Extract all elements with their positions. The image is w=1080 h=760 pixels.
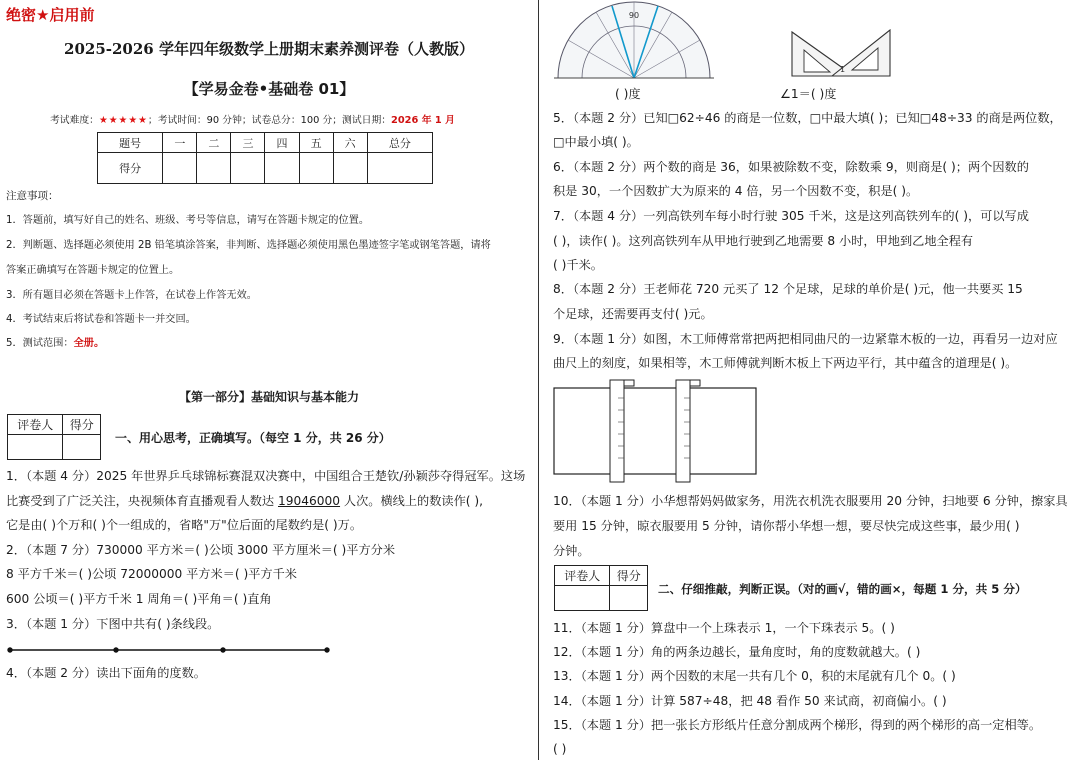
score-header: 题号 [98, 133, 163, 153]
score-header: 六 [333, 133, 367, 153]
protractor-90-label: 90 [628, 11, 640, 20]
scope-label: 5．测试范围： [6, 338, 74, 349]
try-square-left [610, 380, 624, 482]
q7-line1: 7．（本题 4 分）一列高铁列车每小时行驶 305 千米，这是这列高铁列车的( )，可以写成 [553, 209, 1029, 223]
right-column [540, 0, 1080, 760]
score-row-label: 得分 [98, 153, 163, 184]
difficulty-stars: ★★★★★ [98, 115, 148, 126]
q3-text: 3．（本题 1 分）下图中共有( )条线段。 [6, 617, 220, 631]
judge-item: ( ) [553, 742, 567, 756]
left-column [0, 0, 538, 760]
q9-line1: 9．（本题 1 分）如图，木工师傅常常把两把相同曲尺的一边紧靠木板的一边，再看另一边对应 [553, 332, 1058, 346]
q8-line2: 个足球，还需要再支付( )元。 [553, 307, 713, 321]
q1-line2 [6, 494, 483, 508]
q1-line2-text: 比赛受到了广泛关注，央视频体育直播观看人数达 [6, 494, 278, 508]
grader-label: 得分 [610, 566, 648, 586]
judge-item: 13．（本题 1 分）两个因数的末尾一共有几个 0，积的末尾就有几个 0。( ) [553, 669, 956, 683]
grader-cell[interactable] [555, 586, 610, 611]
judge-item: 12．（本题 1 分）角的两条边越长，量角度时，角的度数就越大。( ) [553, 645, 921, 659]
score-cell[interactable] [163, 153, 197, 184]
board-ruler-figure [552, 378, 760, 484]
score-cell[interactable] [231, 153, 265, 184]
difficulty-label: 考试难度： [50, 115, 99, 126]
score-header: 总分 [367, 133, 432, 153]
part1-title: 【第一部分】基础知识与基本能力 [178, 390, 359, 404]
q1-line1: 1．（本题 4 分）2025 年世界乒乓球锦标赛混双决赛中，中国组合王楚钦/孙颖莎夺得冠军。这场 [6, 469, 526, 483]
protractor-figure [554, 0, 714, 80]
score-table [97, 132, 433, 184]
segment-point [324, 647, 329, 652]
grader-cell[interactable] [8, 435, 63, 460]
grader-cell[interactable] [610, 586, 648, 611]
segment-point [113, 647, 118, 652]
q4-text: 4．（本题 2 分）读出下面角的度数。 [6, 666, 206, 680]
grader-label: 评卷人 [555, 566, 610, 586]
judge-item: 15．（本题 1 分）把一张长方形纸片任意分割成两个梯形，得到的两个梯形的高一定相等。 [553, 718, 1042, 732]
grader-label: 评卷人 [8, 415, 63, 435]
angle-1-mark: 1 [840, 65, 846, 74]
q4b-answer: ∠1＝( )度 [780, 87, 837, 101]
q1-line2-blank: 人次。横线上的数读作( ), [340, 494, 484, 508]
score-cell[interactable] [299, 153, 333, 184]
score-cell[interactable] [333, 153, 367, 184]
notes-title: 注意事项： [6, 190, 59, 202]
score-header: 三 [231, 133, 265, 153]
q2-line3: 600 公顷＝( )平方千米 1 周角＝( )平角＝( )直角 [6, 592, 272, 606]
score-header: 一 [163, 133, 197, 153]
scope-value: 全册。 [73, 338, 105, 349]
score-header: 五 [299, 133, 333, 153]
note-item: 4．考试结束后将试卷和答题卡一并交回。 [6, 314, 196, 325]
section2-heading: 二、仔细推敲，判断正误。（对的画√，错的画×，每题 1 分，共 5 分） [658, 582, 1027, 596]
q7-line2: ( )，读作( )。这列高铁列车从甲地行驶到乙地需要 8 小时，甲地到乙地全程有 [553, 234, 974, 248]
q6-line1: 6．（本题 2 分）两个数的商是 36，如果被除数不变，除数乘 9，则商是( )；两个因数的 [553, 160, 1029, 174]
exam-date: 2026 年 1 月 [391, 115, 455, 126]
note-item: 1．答题前，填写好自己的姓名、班级、考号等信息，请写在答题卡规定的位置。 [6, 215, 370, 226]
judge-item: 14．（本题 1 分）计算 587÷48，把 48 看作 50 来试商，初商偏小。( ) [553, 694, 947, 708]
score-cell[interactable] [367, 153, 432, 184]
q1-viewer-number: 19046000 [278, 494, 341, 508]
section1-heading: 一、用心思考，正确填写。（每空 1 分，共 26 分） [115, 431, 391, 445]
q10-line1: 10．（本题 1 分）小华想帮妈妈做家务，用洗衣机洗衣服要用 20 分钟，扫地要 6 分钟，擦家具 [553, 494, 1068, 508]
score-header: 四 [265, 133, 299, 153]
q5-line1: 5．（本题 2 分）已知□62÷46 的商是一位数，□中最大填( )；已知□48÷33 的商是两位数， [553, 111, 1062, 125]
note-item: 3．所有题目必须在答题卡上作答，在试卷上作答无效。 [6, 290, 257, 301]
note-item: 答案正确填写在答题卡规定的位置上。 [6, 265, 180, 276]
try-square-right [676, 380, 690, 482]
score-cell[interactable] [197, 153, 231, 184]
segment-point [220, 647, 225, 652]
grader-box [7, 414, 101, 460]
line-segment-figure [0, 640, 340, 660]
q1-line3: 它是由( )个万和( )个一组成的，省略"万"位后面的尾数约是( )万。 [6, 518, 363, 532]
judge-item: 11．（本题 1 分）算盘中一个上珠表示 1，一个下珠表示 5。( ) [553, 621, 895, 635]
q5-line2: □中最小填( )。 [553, 135, 639, 149]
paper-subtitle: 【学易金卷•基础卷 01】 [183, 80, 355, 98]
note-item [6, 337, 104, 351]
paper-title: 2025-2026 学年四年级数学上册期末素养测评卷（人教版） [64, 40, 474, 58]
note-item: 2．判断题、选择题必须使用 2B 铅笔填涂答案，非判断、选择题必须使用黑色墨迹签字笔或钢笔答题，请将 [6, 240, 491, 251]
grader-box-2 [554, 565, 648, 611]
q7-line3: ( )千米。 [553, 258, 603, 272]
wood-board [554, 388, 756, 474]
q10-line2: 要用 15 分钟，晾衣服要用 5 分钟，请你帮小华想一想，要尽快完成这些事，最少用( ) [553, 519, 1020, 533]
segment-point [7, 647, 12, 652]
exam-info-rest: ；考试时间：90 分钟；试卷总分：100 分；测试日期： [147, 115, 392, 126]
q9-line2: 曲尺上的刻度，如果相等，木工师傅就判断木板上下两边平行，其中蕴含的道理是( )。 [553, 356, 1018, 370]
q6-line2: 积是 30，一个因数扩大为原来的 4 倍，另一个因数不变，积是( )。 [553, 184, 919, 198]
column-divider [538, 0, 539, 760]
q2-line1: 2．（本题 7 分）730000 平方米＝( )公顷 3000 平方厘米＝( )平方分米 [6, 543, 396, 557]
q4a-answer: ( )度 [615, 87, 641, 101]
triangle-rulers-figure [790, 28, 900, 80]
exam-info-line [50, 114, 455, 128]
score-cell[interactable] [265, 153, 299, 184]
grader-cell[interactable] [63, 435, 101, 460]
score-header: 二 [197, 133, 231, 153]
grader-label: 得分 [63, 415, 101, 435]
q8-line1: 8．（本题 2 分）王老师花 720 元买了 12 个足球，足球的单价是( )元，他一共要买 15 [553, 282, 1023, 296]
secret-mark: 绝密★启用前 [6, 6, 95, 24]
q10-line3: 分钟。 [553, 544, 590, 558]
q2-line2: 8 平方千米＝( )公顷 72000000 平方米＝( )平方千米 [6, 567, 297, 581]
